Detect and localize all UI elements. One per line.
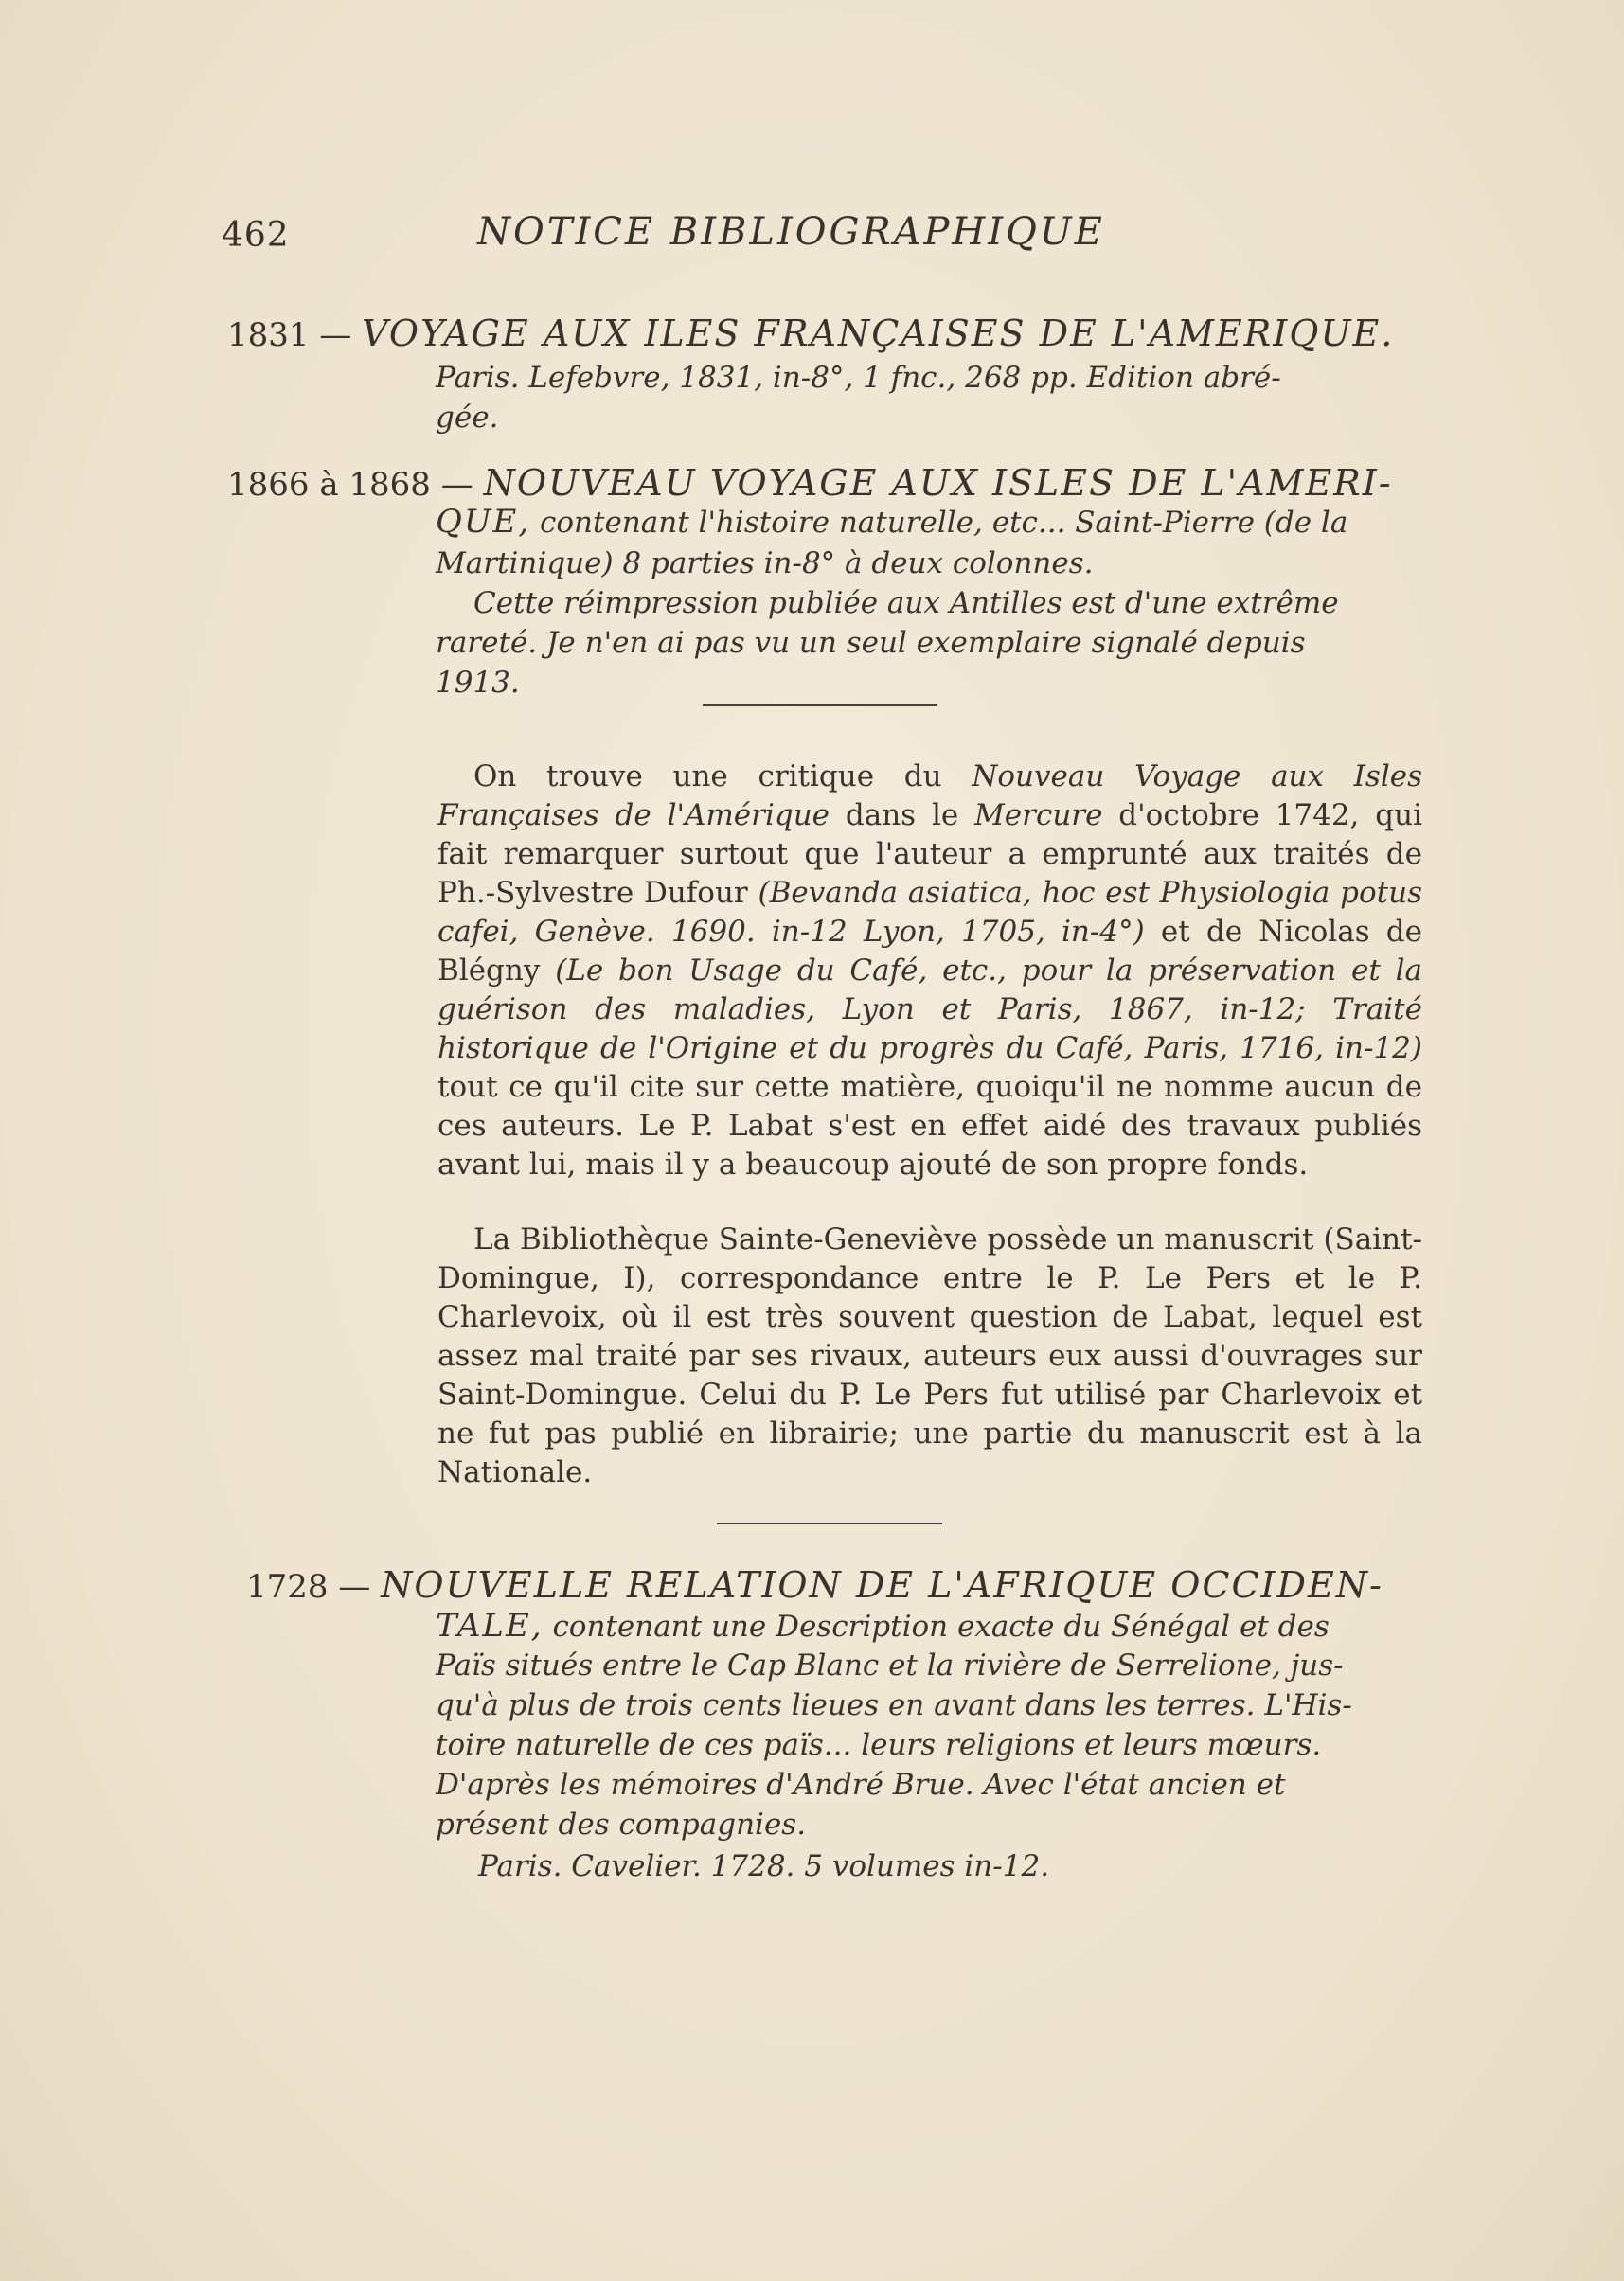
entry-1831-heading	[227, 312, 1420, 356]
entry-1728-line-7: présent des compagnies.	[436, 1808, 807, 1842]
entry-1866-heading	[227, 462, 1420, 506]
entry-1728-line-6: D'après les mémoires d'André Brue. Avec l'état ancien et	[436, 1768, 1286, 1802]
entry-1728-heading	[246, 1564, 1439, 1608]
entry-year: 1831 —	[227, 316, 352, 354]
entry-1866-title-line-2: QUE, contenant l'histoire naturelle, etc... Saint-Pierre (de la	[436, 503, 1348, 541]
commentary-paragraph-1: On trouve une critique du Nouveau Voyage aux Isles Françaises de l'Amérique dans le Mercure d'octobre 1742, qui fait remarquer surtout que l'auteur a emprunté aux traités de Ph.-Sylvestre Dufour (Bevanda asiatica, hoc est Physiologia potus cafei, Genève. 1690. in-12 Lyon, 1705, in-4°) et de Nicolas de Blégny (Le bon Usage du Café, etc., pour la préservation et la guérison des maladies, Lyon et Paris, 1867, in-12; Traité historique de l'Origine et du progrès du Café, Paris, 1716, in-12) tout ce qu'il cite sur cette matière, quoiqu'il ne nomme aucun de ces auteurs. Le P. Labat s'est en effet aidé des travaux publiés avant lui, mais il y a beaucoup ajouté de son propre fonds.	[437, 759, 1423, 1182]
entry-1728-line-5: toire naturelle de ces païs... leurs religions et leurs mœurs.	[436, 1728, 1322, 1762]
entry-year: 1866 à 1868 —	[227, 466, 473, 504]
entry-1866-note-2: rareté. Je n'en ai pas vu un seul exemplaire signalé depuis	[436, 626, 1306, 660]
running-title: NOTICE BIBLIOGRAPHIQUE	[477, 210, 1105, 254]
entry-1831-imprint-1: Paris. Lefebvre, 1831, in-8°, 1 fnc., 268 pp. Edition abré-	[436, 361, 1281, 395]
entry-title: NOUVELLE RELATION DE L'AFRIQUE OCCIDEN-	[381, 1564, 1383, 1606]
section-rule	[717, 1523, 942, 1524]
entry-1728-line-4: qu'à plus de trois cents lieues en avant dans les terres. L'His-	[436, 1688, 1352, 1722]
entry-year: 1728 —	[246, 1568, 371, 1606]
section-rule	[703, 704, 937, 706]
commentary-paragraph-2: La Bibliothèque Sainte-Geneviève possède un manuscrit (Saint-Domingue, I), correspondance entre le P. Le Pers et le P. Charlevoix, où il est très souvent question de Labat, lequel est assez mal traité par ses rivaux, auteurs eux aussi d'ouvrages sur Saint-Domingue. Celui du P. Le Pers fut utilisé par Charlevoix et ne fut pas publié en librairie; une partie du manuscrit est à la Nationale.	[437, 1222, 1422, 1489]
entry-1866-note-3: 1913.	[436, 666, 520, 700]
entry-title: NOUVEAU VOYAGE AUX ISLES DE L'AMERI-	[483, 462, 1393, 504]
entry-1728-imprint: Paris. Cavelier. 1728. 5 volumes in-12.	[478, 1849, 1050, 1883]
page-number: 462	[222, 216, 290, 255]
entry-title: VOYAGE AUX ILES FRANÇAISES DE L'AMERIQUE.	[362, 312, 1395, 354]
entry-1831-imprint-2: gée.	[436, 401, 499, 435]
entry-1728-title-line-2: TALE, contenant une Description exacte du Sénégal et des	[436, 1607, 1330, 1645]
entry-1866-title-line-3: Martinique) 8 parties in-8° à deux colonnes.	[436, 546, 1094, 580]
entry-1728-line-3: Païs situés entre le Cap Blanc et la rivière de Serrelione, jus-	[436, 1648, 1344, 1683]
entry-1866-note-1: Cette réimpression publiée aux Antilles est d'une extrême	[473, 586, 1339, 620]
